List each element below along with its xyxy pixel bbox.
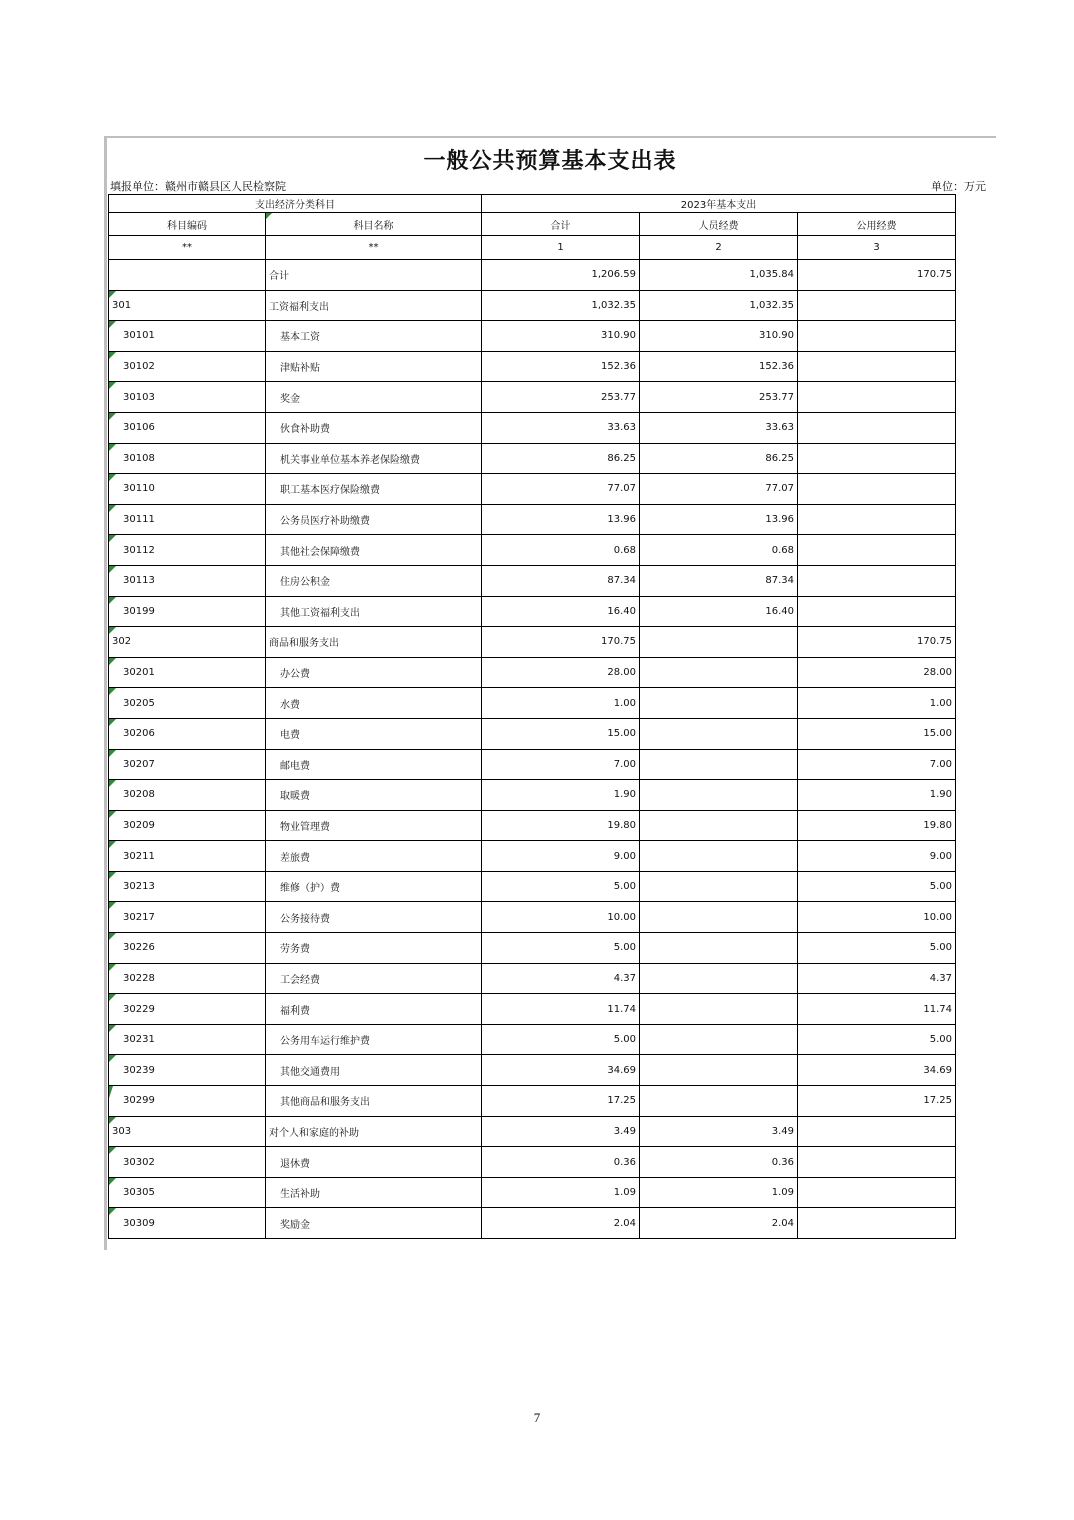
row-total: 1,032.35 xyxy=(482,290,640,321)
row-name: 电费 xyxy=(266,718,482,749)
row-code xyxy=(109,1116,266,1147)
row-code-label: 30101 xyxy=(123,330,155,342)
cell-marker-icon xyxy=(109,627,116,634)
row-total: 1.90 xyxy=(482,780,640,811)
row-public xyxy=(798,596,956,627)
row-code xyxy=(109,718,266,749)
table-row xyxy=(109,260,956,291)
row-personnel: 16.40 xyxy=(640,596,798,627)
table-row xyxy=(109,351,956,382)
index-public: 3 xyxy=(798,236,956,260)
table-row xyxy=(109,657,956,688)
page-title: 一般公共预算基本支出表 xyxy=(423,149,677,174)
row-personnel xyxy=(640,871,798,902)
row-code-label: 30206 xyxy=(123,728,155,740)
row-public: 19.80 xyxy=(798,810,956,841)
row-code-label: 30299 xyxy=(123,1095,155,1107)
row-public: 1.00 xyxy=(798,688,956,719)
row-public: 28.00 xyxy=(798,657,956,688)
table-row xyxy=(109,871,956,902)
row-personnel: 87.34 xyxy=(640,565,798,596)
table-row xyxy=(109,474,956,505)
row-name: 物业管理费 xyxy=(266,810,482,841)
row-public: 170.75 xyxy=(798,260,956,291)
row-total: 7.00 xyxy=(482,749,640,780)
cell-marker-icon xyxy=(109,474,116,481)
row-personnel xyxy=(640,841,798,872)
row-name: 工会经费 xyxy=(266,963,482,994)
row-public xyxy=(798,443,956,474)
row-public xyxy=(798,1177,956,1208)
row-code xyxy=(109,1055,266,1086)
table-row xyxy=(109,688,956,719)
cell-marker-icon xyxy=(109,291,116,298)
cell-marker-icon xyxy=(109,841,116,848)
row-total: 170.75 xyxy=(482,627,640,658)
table-row xyxy=(109,963,956,994)
row-name: 公务员医疗补助缴费 xyxy=(266,504,482,535)
row-personnel: 1.09 xyxy=(640,1177,798,1208)
row-total: 310.90 xyxy=(482,321,640,352)
row-public xyxy=(798,565,956,596)
row-name: 劳务费 xyxy=(266,933,482,964)
row-public: 10.00 xyxy=(798,902,956,933)
row-code-label: 30110 xyxy=(123,483,155,495)
table-row xyxy=(109,1177,956,1208)
table-row xyxy=(109,749,956,780)
table-row xyxy=(109,1116,956,1147)
row-code xyxy=(109,963,266,994)
row-public xyxy=(798,1116,956,1147)
row-code-label: 30305 xyxy=(123,1187,155,1199)
row-name: 职工基本医疗保险缴费 xyxy=(266,474,482,505)
row-code-label: 30201 xyxy=(123,667,155,679)
cell-marker-icon xyxy=(109,872,116,879)
row-code xyxy=(109,321,266,352)
row-public: 5.00 xyxy=(798,871,956,902)
cell-marker-icon xyxy=(109,1147,116,1154)
table-row xyxy=(109,504,956,535)
budget-sheet xyxy=(104,136,996,1250)
row-total: 5.00 xyxy=(482,933,640,964)
row-personnel: 0.68 xyxy=(640,535,798,566)
cell-marker-icon xyxy=(109,750,116,757)
row-name: 其他社会保障缴费 xyxy=(266,535,482,566)
row-code-label: 30102 xyxy=(123,361,155,373)
row-total: 152.36 xyxy=(482,351,640,382)
cell-marker-icon xyxy=(109,964,116,971)
row-public xyxy=(798,351,956,382)
row-name: 奖金 xyxy=(266,382,482,413)
table-row xyxy=(109,596,956,627)
table-row xyxy=(109,902,956,933)
header-group-year: 2023年基本支出 xyxy=(482,195,956,213)
row-code-label: 30199 xyxy=(123,605,155,617)
table-row xyxy=(109,933,956,964)
row-code xyxy=(109,260,266,291)
row-personnel: 253.77 xyxy=(640,382,798,413)
row-name: 取暖费 xyxy=(266,780,482,811)
row-code-label: 30309 xyxy=(123,1217,155,1229)
row-code-label: 301 xyxy=(112,299,132,311)
row-public xyxy=(798,535,956,566)
cell-marker-icon xyxy=(109,444,116,451)
header-total: 合计 xyxy=(482,213,640,236)
table-row xyxy=(109,382,956,413)
table-row xyxy=(109,1147,956,1178)
table-row xyxy=(109,810,956,841)
row-code xyxy=(109,780,266,811)
row-total: 17.25 xyxy=(482,1086,640,1117)
table-row xyxy=(109,443,956,474)
table-row xyxy=(109,290,956,321)
row-total: 253.77 xyxy=(482,382,640,413)
row-personnel: 13.96 xyxy=(640,504,798,535)
row-public: 11.74 xyxy=(798,994,956,1025)
index-name: ** xyxy=(266,236,482,260)
row-code-label: 30207 xyxy=(123,758,155,770)
row-total: 16.40 xyxy=(482,596,640,627)
cell-marker-icon xyxy=(109,658,116,665)
table-row xyxy=(109,1086,956,1117)
table-row xyxy=(109,321,956,352)
row-code-label: 30209 xyxy=(123,819,155,831)
row-name: 其他商品和服务支出 xyxy=(266,1086,482,1117)
row-total: 5.00 xyxy=(482,871,640,902)
row-total: 1.09 xyxy=(482,1177,640,1208)
row-total: 33.63 xyxy=(482,412,640,443)
table-row xyxy=(109,718,956,749)
row-public: 9.00 xyxy=(798,841,956,872)
row-public: 1.90 xyxy=(798,780,956,811)
cell-marker-icon xyxy=(109,1086,113,1098)
row-code xyxy=(109,749,266,780)
row-code xyxy=(109,902,266,933)
row-personnel xyxy=(640,963,798,994)
row-public: 7.00 xyxy=(798,749,956,780)
table-row xyxy=(109,565,956,596)
row-code-label: 30226 xyxy=(123,942,155,954)
row-public xyxy=(798,412,956,443)
row-name: 商品和服务支出 xyxy=(266,627,482,658)
table-row xyxy=(109,780,956,811)
row-name: 差旅费 xyxy=(266,841,482,872)
header-index-row xyxy=(109,236,956,260)
row-name: 福利费 xyxy=(266,994,482,1025)
header-group-row xyxy=(109,195,956,213)
row-personnel xyxy=(640,810,798,841)
cell-marker-icon xyxy=(109,1178,116,1185)
currency-unit: 单位：万元 xyxy=(931,180,986,193)
cell-marker-icon xyxy=(266,213,272,219)
row-public: 5.00 xyxy=(798,1024,956,1055)
row-name: 生活补助 xyxy=(266,1177,482,1208)
row-name: 公务用车运行维护费 xyxy=(266,1024,482,1055)
row-code-label: 302 xyxy=(112,636,132,648)
row-name: 退休费 xyxy=(266,1147,482,1178)
row-name: 工资福利支出 xyxy=(266,290,482,321)
row-total: 0.68 xyxy=(482,535,640,566)
row-name: 维修（护）费 xyxy=(266,871,482,902)
cell-marker-icon xyxy=(109,413,116,420)
row-code xyxy=(109,1147,266,1178)
row-public xyxy=(798,321,956,352)
row-name: 邮电费 xyxy=(266,749,482,780)
row-public: 4.37 xyxy=(798,963,956,994)
row-code xyxy=(109,688,266,719)
cell-marker-icon xyxy=(109,1208,116,1215)
table-row xyxy=(109,535,956,566)
row-public xyxy=(798,290,956,321)
row-code-label: 30217 xyxy=(123,911,155,923)
row-code xyxy=(109,1177,266,1208)
row-personnel xyxy=(640,933,798,964)
row-code-label: 30213 xyxy=(123,881,155,893)
cell-marker-icon xyxy=(109,688,116,695)
row-total: 3.49 xyxy=(482,1116,640,1147)
row-name: 奖励金 xyxy=(266,1208,482,1239)
row-total: 86.25 xyxy=(482,443,640,474)
row-personnel: 86.25 xyxy=(640,443,798,474)
row-code xyxy=(109,1024,266,1055)
row-public xyxy=(798,504,956,535)
row-code xyxy=(109,871,266,902)
row-total: 1.00 xyxy=(482,688,640,719)
row-personnel xyxy=(640,780,798,811)
cell-marker-icon xyxy=(109,352,116,359)
row-code xyxy=(109,810,266,841)
cell-marker-icon xyxy=(109,505,116,512)
cell-marker-icon xyxy=(109,1117,116,1124)
row-name: 水费 xyxy=(266,688,482,719)
table-row xyxy=(109,627,956,658)
row-code-label: 30228 xyxy=(123,972,155,984)
row-code xyxy=(109,351,266,382)
row-public: 17.25 xyxy=(798,1086,956,1117)
cell-marker-icon xyxy=(109,321,116,328)
cell-marker-icon xyxy=(109,994,116,1001)
row-code xyxy=(109,565,266,596)
row-personnel xyxy=(640,749,798,780)
row-personnel xyxy=(640,627,798,658)
page-number: 7 xyxy=(533,1410,541,1425)
row-name: 住房公积金 xyxy=(266,565,482,596)
row-code xyxy=(109,290,266,321)
row-personnel: 0.36 xyxy=(640,1147,798,1178)
row-code-label: 30108 xyxy=(123,452,155,464)
row-code xyxy=(109,504,266,535)
row-total: 87.34 xyxy=(482,565,640,596)
row-name: 合计 xyxy=(266,260,482,291)
row-code xyxy=(109,1208,266,1239)
row-code xyxy=(109,657,266,688)
row-code xyxy=(109,933,266,964)
row-personnel: 310.90 xyxy=(640,321,798,352)
row-name: 其他工资福利支出 xyxy=(266,596,482,627)
row-name: 津贴补贴 xyxy=(266,351,482,382)
row-public xyxy=(798,382,956,413)
cell-marker-icon xyxy=(109,535,116,542)
table-row xyxy=(109,1024,956,1055)
row-code-label: 30106 xyxy=(123,422,155,434)
row-code xyxy=(109,474,266,505)
cell-marker-icon xyxy=(109,566,116,573)
row-code-label: 30229 xyxy=(123,1003,155,1015)
row-public: 15.00 xyxy=(798,718,956,749)
row-code xyxy=(109,994,266,1025)
row-code xyxy=(109,412,266,443)
sheet-top-border xyxy=(104,136,996,138)
row-code-label: 30231 xyxy=(123,1034,155,1046)
sheet-left-border xyxy=(104,136,107,1250)
row-personnel: 77.07 xyxy=(640,474,798,505)
row-personnel: 1,035.84 xyxy=(640,260,798,291)
row-code-label: 30208 xyxy=(123,789,155,801)
table-row xyxy=(109,1208,956,1239)
row-code-label: 303 xyxy=(112,1125,132,1137)
cell-marker-icon xyxy=(109,933,116,940)
cell-marker-icon xyxy=(109,597,116,604)
row-personnel xyxy=(640,1024,798,1055)
row-personnel xyxy=(640,1055,798,1086)
header-code: 科目编码 xyxy=(109,213,266,236)
row-personnel xyxy=(640,718,798,749)
row-code xyxy=(109,841,266,872)
row-total: 0.36 xyxy=(482,1147,640,1178)
row-total: 34.69 xyxy=(482,1055,640,1086)
header-group-classification: 支出经济分类科目 xyxy=(109,195,482,213)
index-personnel: 2 xyxy=(640,236,798,260)
row-total: 13.96 xyxy=(482,504,640,535)
row-personnel xyxy=(640,1086,798,1117)
row-name: 对个人和家庭的补助 xyxy=(266,1116,482,1147)
row-name: 基本工资 xyxy=(266,321,482,352)
row-public: 170.75 xyxy=(798,627,956,658)
row-personnel xyxy=(640,994,798,1025)
table-row xyxy=(109,994,956,1025)
index-code: ** xyxy=(109,236,266,260)
row-code-label: 30111 xyxy=(123,514,155,526)
row-code-label: 30302 xyxy=(123,1156,155,1168)
cell-marker-icon xyxy=(109,1055,116,1062)
cell-marker-icon xyxy=(109,811,116,818)
row-personnel: 1,032.35 xyxy=(640,290,798,321)
row-name: 伙食补助费 xyxy=(266,412,482,443)
header-name-label: 科目名称 xyxy=(353,220,394,232)
row-code-label: 30239 xyxy=(123,1064,155,1076)
index-total: 1 xyxy=(482,236,640,260)
row-name: 办公费 xyxy=(266,657,482,688)
row-code-label: 30112 xyxy=(123,544,155,556)
row-personnel xyxy=(640,902,798,933)
row-total: 1,206.59 xyxy=(482,260,640,291)
cell-marker-icon xyxy=(109,902,116,909)
row-personnel xyxy=(640,657,798,688)
cell-marker-icon xyxy=(109,1025,116,1032)
row-total: 2.04 xyxy=(482,1208,640,1239)
table-row xyxy=(109,841,956,872)
row-code-label: 30113 xyxy=(123,575,155,587)
row-code xyxy=(109,382,266,413)
cell-marker-icon xyxy=(109,719,116,726)
row-code-label: 30103 xyxy=(123,391,155,403)
row-total: 10.00 xyxy=(482,902,640,933)
row-personnel: 2.04 xyxy=(640,1208,798,1239)
row-public xyxy=(798,1208,956,1239)
header-name xyxy=(266,213,482,236)
row-total: 77.07 xyxy=(482,474,640,505)
row-total: 19.80 xyxy=(482,810,640,841)
row-personnel xyxy=(640,688,798,719)
row-name: 公务接待费 xyxy=(266,902,482,933)
header-personnel: 人员经费 xyxy=(640,213,798,236)
row-public: 5.00 xyxy=(798,933,956,964)
expenditure-table xyxy=(108,194,956,1239)
row-code-label: 30211 xyxy=(123,850,155,862)
row-public: 34.69 xyxy=(798,1055,956,1086)
cell-marker-icon xyxy=(109,382,116,389)
row-name: 机关事业单位基本养老保险缴费 xyxy=(266,443,482,474)
row-code xyxy=(109,596,266,627)
row-code-label: 30205 xyxy=(123,697,155,709)
header-column-row xyxy=(109,213,956,236)
row-code xyxy=(109,535,266,566)
row-total: 5.00 xyxy=(482,1024,640,1055)
row-personnel: 33.63 xyxy=(640,412,798,443)
row-personnel: 152.36 xyxy=(640,351,798,382)
cell-marker-icon xyxy=(109,780,116,787)
reporting-unit: 填报单位：赣州市赣县区人民检察院 xyxy=(110,180,286,193)
row-personnel: 3.49 xyxy=(640,1116,798,1147)
table-row xyxy=(109,1055,956,1086)
row-code xyxy=(109,627,266,658)
row-public xyxy=(798,1147,956,1178)
row-total: 28.00 xyxy=(482,657,640,688)
row-total: 11.74 xyxy=(482,994,640,1025)
row-public xyxy=(798,474,956,505)
row-name: 其他交通费用 xyxy=(266,1055,482,1086)
row-code xyxy=(109,443,266,474)
row-total: 15.00 xyxy=(482,718,640,749)
table-row xyxy=(109,412,956,443)
header-public: 公用经费 xyxy=(798,213,956,236)
row-code xyxy=(109,1086,266,1117)
row-total: 4.37 xyxy=(482,963,640,994)
row-total: 9.00 xyxy=(482,841,640,872)
